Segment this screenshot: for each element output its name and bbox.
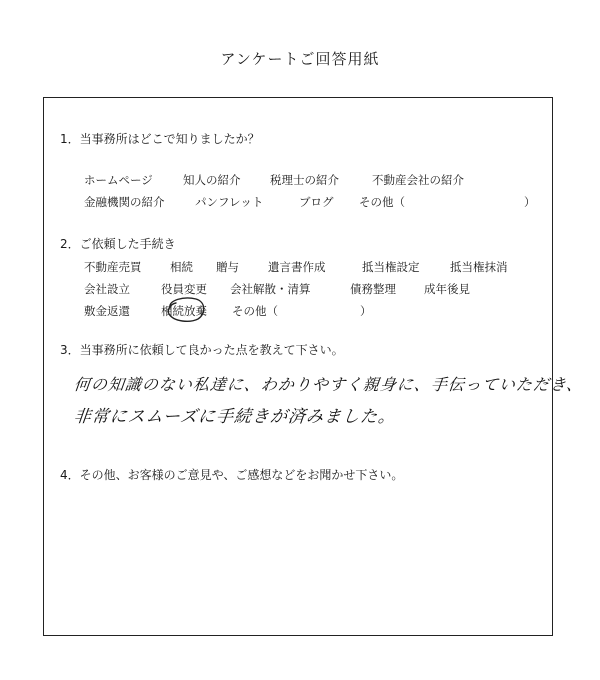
handwritten-answer-line-2: 非常にスムーズに手続きが済みました。 [72,407,398,427]
option-mortgage-cancel: 抵当権抹消 [450,260,508,274]
question-4-label: 4．その他、お客様のご意見や、ご感想などをお聞かせ下さい。 [60,468,404,482]
option-will: 遺言書作成 [268,260,326,274]
option-homepage: ホームページ [84,173,153,187]
option-tax-accountant: 税理士の紹介 [270,173,339,187]
option-adult-guardianship: 成年後見 [424,282,470,296]
option-company-dissolution: 会社解散・清算 [230,282,311,296]
option-pamphlet: パンフレット [195,195,264,209]
option-real-estate-sale: 不動産売買 [84,260,142,274]
selection-circle-mark [164,294,208,324]
option-deposit-return: 敷金返還 [84,304,130,318]
page-title: アンケートご回答用紙 [220,50,380,68]
handwritten-answer-line-1: 何の知識のない私達に、わかりやすく親身に、手伝っていただき、 [72,375,585,394]
option-gift: 贈与 [216,260,239,274]
question-2-label: 2．ご依頼した手続き [60,237,176,251]
option-real-estate-company: 不動産会社の紹介 [372,173,464,187]
option-other-close: ） [524,195,536,209]
option-inheritance: 相続 [170,260,193,274]
option-debt-restructuring: 債務整理 [350,282,396,296]
option-blog: ブログ [299,195,334,209]
question-3-label: 3．当事務所に依頼して良かった点を教えて下さい。 [60,343,344,357]
option-other-2-close: ） [360,304,372,318]
option-company-establishment: 会社設立 [84,282,130,296]
option-mortgage-setting: 抵当権設定 [362,260,420,274]
question-1-label: 1．当事務所はどこで知りましたか？ [60,132,260,146]
option-other-2: その他（ [232,304,278,318]
option-other: その他（ [359,195,405,209]
option-acquaintance: 知人の紹介 [183,173,241,187]
option-financial-institution: 金融機関の紹介 [84,195,165,209]
option-inheritance-renunciation: 相続放棄 [161,304,207,318]
option-officer-change: 役員変更 [161,282,207,296]
